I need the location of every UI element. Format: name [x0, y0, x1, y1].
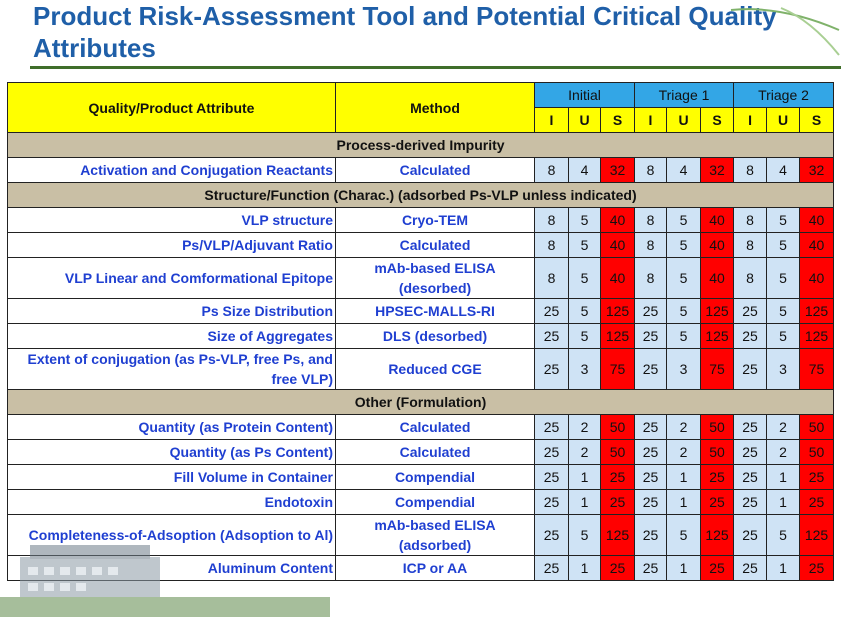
method-cell: Compendial: [336, 490, 535, 515]
severity-score-cell: 25: [601, 465, 635, 490]
severity-score-cell: 32: [800, 158, 834, 183]
score-cell: 5: [667, 515, 701, 556]
severity-score-cell: 40: [800, 233, 834, 258]
score-cell: 5: [667, 258, 701, 299]
header-method: Method: [336, 83, 535, 133]
header-sub: U: [767, 108, 800, 133]
score-cell: 1: [569, 556, 601, 581]
score-cell: 5: [569, 324, 601, 349]
attribute-cell: Activation and Conjugation Reactants: [8, 158, 336, 183]
header-sub: U: [667, 108, 701, 133]
score-cell: 25: [734, 465, 767, 490]
table-row: [8, 490, 834, 515]
score-cell: 25: [734, 349, 767, 390]
method-cell: mAb-based ELISA (desorbed): [336, 258, 535, 299]
attribute-cell: Aluminum Content: [8, 556, 336, 581]
table-row: [8, 258, 834, 299]
score-cell: 25: [734, 490, 767, 515]
score-cell: 8: [635, 233, 667, 258]
severity-score-cell: 40: [701, 233, 734, 258]
score-cell: 5: [667, 299, 701, 324]
method-cell: Calculated: [336, 233, 535, 258]
score-cell: 25: [635, 324, 667, 349]
header-row-groups: [8, 83, 834, 108]
score-cell: 25: [635, 415, 667, 440]
method-cell: Calculated: [336, 440, 535, 465]
score-cell: 5: [767, 299, 800, 324]
score-cell: 5: [767, 515, 800, 556]
severity-score-cell: 125: [800, 299, 834, 324]
table-row: [8, 465, 834, 490]
severity-score-cell: 50: [800, 440, 834, 465]
score-cell: 4: [569, 158, 601, 183]
score-cell: 25: [635, 465, 667, 490]
severity-score-cell: 125: [701, 299, 734, 324]
section-label: Structure/Function (Charac.) (adsorbed Ps-VLP unless indicated): [8, 183, 834, 208]
score-cell: 25: [635, 440, 667, 465]
attribute-cell: Quantity (as Ps Content): [8, 440, 336, 465]
score-cell: 8: [535, 258, 569, 299]
score-cell: 2: [667, 440, 701, 465]
severity-score-cell: 25: [701, 490, 734, 515]
method-cell: Calculated: [336, 415, 535, 440]
severity-score-cell: 25: [601, 556, 635, 581]
score-cell: 25: [535, 415, 569, 440]
severity-score-cell: 25: [601, 490, 635, 515]
title-rule: [30, 66, 841, 69]
score-cell: 8: [635, 258, 667, 299]
severity-score-cell: 50: [601, 415, 635, 440]
score-cell: 3: [569, 349, 601, 390]
section-label: Other (Formulation): [8, 390, 834, 415]
table-row: [8, 324, 834, 349]
header-sub: I: [535, 108, 569, 133]
table-row: [8, 158, 834, 183]
score-cell: 8: [734, 233, 767, 258]
header-sub: I: [635, 108, 667, 133]
score-cell: 1: [767, 490, 800, 515]
section-row: [8, 183, 834, 208]
severity-score-cell: 25: [800, 556, 834, 581]
header-group-triage-2: Triage 2: [734, 83, 834, 108]
score-cell: 2: [767, 415, 800, 440]
method-cell: Reduced CGE: [336, 349, 535, 390]
header-sub: S: [800, 108, 834, 133]
severity-score-cell: 40: [601, 208, 635, 233]
score-cell: 8: [535, 208, 569, 233]
score-cell: 25: [734, 415, 767, 440]
score-cell: 5: [569, 233, 601, 258]
score-cell: 5: [569, 208, 601, 233]
severity-score-cell: 50: [701, 440, 734, 465]
severity-score-cell: 75: [601, 349, 635, 390]
score-cell: 2: [667, 415, 701, 440]
severity-score-cell: 40: [800, 258, 834, 299]
header-sub: S: [601, 108, 635, 133]
score-cell: 25: [535, 324, 569, 349]
score-cell: 5: [767, 208, 800, 233]
attribute-cell: Fill Volume in Container: [8, 465, 336, 490]
attribute-cell: Ps Size Distribution: [8, 299, 336, 324]
score-cell: 4: [667, 158, 701, 183]
score-cell: 3: [667, 349, 701, 390]
score-cell: 25: [635, 515, 667, 556]
severity-score-cell: 125: [701, 515, 734, 556]
section-row: [8, 390, 834, 415]
score-cell: 1: [667, 465, 701, 490]
attribute-cell: Size of Aggregates: [8, 324, 336, 349]
severity-score-cell: 50: [800, 415, 834, 440]
score-cell: 8: [535, 233, 569, 258]
severity-score-cell: 125: [800, 324, 834, 349]
severity-score-cell: 40: [800, 208, 834, 233]
score-cell: 25: [635, 349, 667, 390]
section-row: [8, 133, 834, 158]
severity-score-cell: 125: [601, 324, 635, 349]
score-cell: 8: [734, 158, 767, 183]
score-cell: 2: [569, 415, 601, 440]
table-row: [8, 556, 834, 581]
score-cell: 1: [569, 465, 601, 490]
severity-score-cell: 50: [601, 440, 635, 465]
severity-score-cell: 25: [701, 465, 734, 490]
method-cell: mAb-based ELISA (adsorbed): [336, 515, 535, 556]
method-cell: Cryo-TEM: [336, 208, 535, 233]
table-row: [8, 440, 834, 465]
score-cell: 4: [767, 158, 800, 183]
score-cell: 25: [535, 349, 569, 390]
risk-assessment-table: [7, 82, 834, 581]
table-row: [8, 415, 834, 440]
attribute-cell: Completeness-of-Adsoption (Adsoption to Al): [8, 515, 336, 556]
score-cell: 8: [734, 208, 767, 233]
severity-score-cell: 40: [701, 208, 734, 233]
severity-score-cell: 40: [601, 233, 635, 258]
score-cell: 8: [734, 258, 767, 299]
severity-score-cell: 25: [701, 556, 734, 581]
severity-score-cell: 40: [601, 258, 635, 299]
attribute-cell: Endotoxin: [8, 490, 336, 515]
score-cell: 25: [535, 465, 569, 490]
score-cell: 25: [535, 299, 569, 324]
score-cell: 25: [635, 299, 667, 324]
score-cell: 1: [569, 490, 601, 515]
bamboo-leaf-decoration: [721, 0, 841, 70]
score-cell: 25: [635, 490, 667, 515]
severity-score-cell: 25: [800, 465, 834, 490]
severity-score-cell: 75: [701, 349, 734, 390]
severity-score-cell: 125: [601, 299, 635, 324]
score-cell: 1: [767, 556, 800, 581]
severity-score-cell: 125: [601, 515, 635, 556]
score-cell: 25: [535, 440, 569, 465]
severity-score-cell: 125: [701, 324, 734, 349]
score-cell: 1: [767, 465, 800, 490]
score-cell: 5: [667, 208, 701, 233]
method-cell: ICP or AA: [336, 556, 535, 581]
score-cell: 25: [734, 515, 767, 556]
header-group-initial: Initial: [535, 83, 635, 108]
attribute-cell: VLP Linear and Comformational Epitope: [8, 258, 336, 299]
score-cell: 25: [734, 440, 767, 465]
score-cell: 25: [734, 556, 767, 581]
severity-score-cell: 125: [800, 515, 834, 556]
score-cell: 25: [734, 324, 767, 349]
section-label: Process-derived Impurity: [8, 133, 834, 158]
severity-score-cell: 25: [800, 490, 834, 515]
method-cell: DLS (desorbed): [336, 324, 535, 349]
score-cell: 25: [535, 556, 569, 581]
severity-score-cell: 32: [701, 158, 734, 183]
attribute-cell: Quantity (as Protein Content): [8, 415, 336, 440]
header-group-triage-1: Triage 1: [635, 83, 734, 108]
table-row: [8, 299, 834, 324]
attribute-cell: VLP structure: [8, 208, 336, 233]
severity-score-cell: 50: [701, 415, 734, 440]
table-row: [8, 515, 834, 556]
method-cell: Calculated: [336, 158, 535, 183]
score-cell: 1: [667, 490, 701, 515]
score-cell: 25: [635, 556, 667, 581]
score-cell: 25: [535, 515, 569, 556]
score-cell: 8: [535, 158, 569, 183]
score-cell: 25: [535, 490, 569, 515]
method-cell: Compendial: [336, 465, 535, 490]
score-cell: 2: [767, 440, 800, 465]
score-cell: 3: [767, 349, 800, 390]
severity-score-cell: 32: [601, 158, 635, 183]
header-sub: S: [701, 108, 734, 133]
table-row: [8, 349, 834, 390]
score-cell: 25: [734, 299, 767, 324]
score-cell: 5: [667, 233, 701, 258]
header-sub: U: [569, 108, 601, 133]
table-row: [8, 208, 834, 233]
score-cell: 5: [767, 258, 800, 299]
slide-title: Product Risk-Assessment Tool and Potential Critical Quality Attributes: [33, 1, 777, 63]
score-cell: 8: [635, 208, 667, 233]
score-cell: 5: [569, 299, 601, 324]
score-cell: 5: [767, 324, 800, 349]
header-attribute: Quality/Product Attribute: [8, 83, 336, 133]
score-cell: 5: [667, 324, 701, 349]
table-body: [8, 133, 834, 581]
severity-score-cell: 40: [701, 258, 734, 299]
score-cell: 2: [569, 440, 601, 465]
attribute-cell: Extent of conjugation (as Ps-VLP, free Ps, and free VLP): [8, 349, 336, 390]
method-cell: HPSEC-MALLS-RI: [336, 299, 535, 324]
score-cell: 5: [569, 258, 601, 299]
score-cell: 5: [767, 233, 800, 258]
score-cell: 8: [635, 158, 667, 183]
header-sub: I: [734, 108, 767, 133]
table-row: [8, 233, 834, 258]
score-cell: 5: [569, 515, 601, 556]
score-cell: 1: [667, 556, 701, 581]
attribute-cell: Ps/VLP/Adjuvant Ratio: [8, 233, 336, 258]
severity-score-cell: 75: [800, 349, 834, 390]
